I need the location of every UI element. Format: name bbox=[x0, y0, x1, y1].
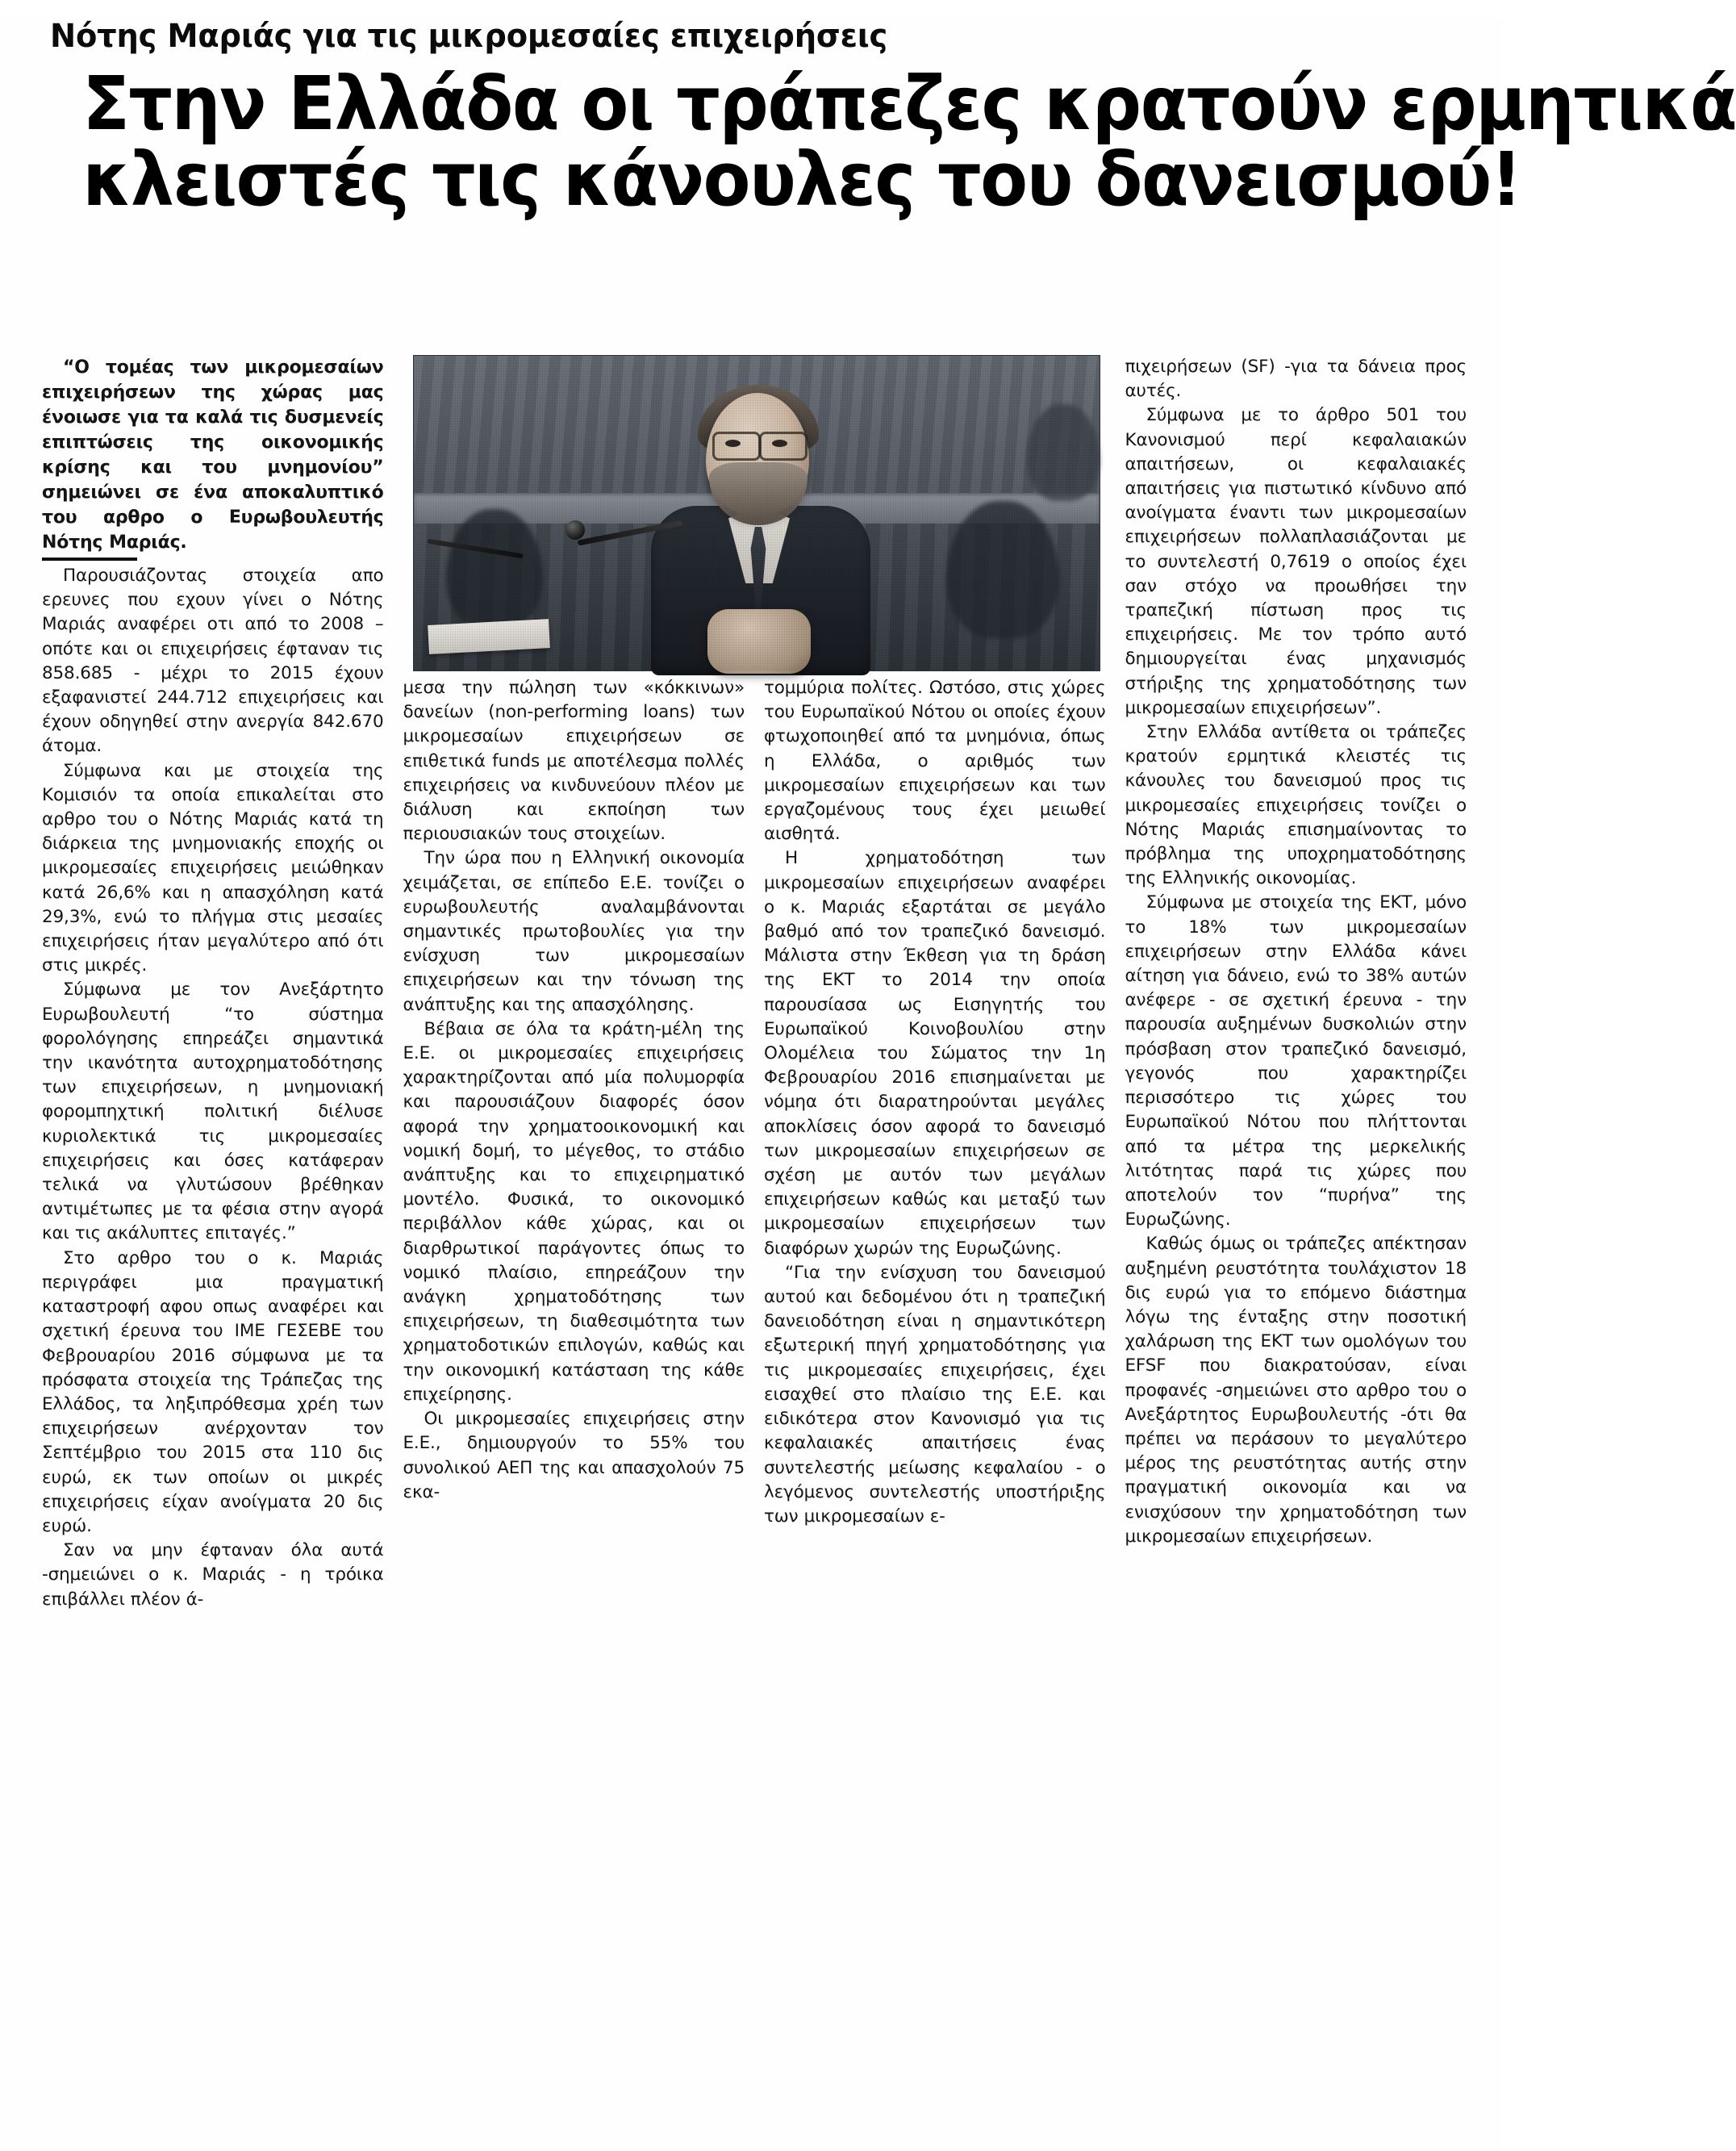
paragraph: Την ώρα που η Ελληνική οικονομία χειμάζεται, σε επίπεδο Ε.Ε. τονίζει ο ευρωβουλευτής αναλαμβάνονται σημαντικές πρωτοβουλίες για την ενίσχυση των μικρομεσαίων επιχειρήσεων και την τόνωση της ανάπτυξης και της απασχόλησης. bbox=[403, 848, 745, 1015]
paragraph: Καθώς όμως οι τράπεζες απέκτησαν αυξημένη ρευστότητα τουλάχιστον 18 δις ευρώ για το επόμενο διάστημα λόγω της ένταξης στην ποσοτική χαλάρωση της ΕΚΤ των ομολόγων του EFSF που διακρατούσαν, είναι προφανές -σημειώνει στο αρθρο του ο Ανεξάρτητος Ευρωβουλευτής -ότι θα πρέπει να περάσουν το μεγαλύτερο μέρος της ρευστότητας αυτής στην πραγματική οικονομία και να ενισχύσουν την χρηματοδότηση των μικρομεσαίων επιχειρήσεων. bbox=[1125, 1234, 1467, 1547]
article-kicker: Νότης Μαριάς για τις μικρομεσαίες επιχειρήσεις bbox=[50, 18, 888, 55]
column-1 bbox=[42, 355, 384, 2130]
subject-eye-left bbox=[725, 440, 741, 447]
article-headline bbox=[0, 61, 1736, 223]
paragraph: τομμύρια πολίτες. Ωστόσο, στις χώρες του Ευρωπαϊκού Νότου οι οποίες έχουν φτωχοποιηθεί από τα μνημόνια, όπως η Ελλάδα, ο αριθμός των μικρομεσαίων επιχειρήσεων και των εργαζομένους τους έχει μειωθεί αισθητά. bbox=[764, 678, 1106, 845]
paragraph: Η χρηματοδότηση των μικρομεσαίων επιχειρήσεων αναφέρει ο κ. Μαριάς εξαρτάται σε μεγάλο βαθμό από τον τραπεζικό δανεισμό. Μάλιστα στην Έκθεση για τη δράση της ΕΚΤ το 2014 την οποία παρουσίασα ως Εισηγητής του Ευρωπαϊκού Κοινοβουλίου στην Ολομέλεια του Σώματος την 1η Φεβρουαρίου 2016 επισημαίνεται με νόμηα ότι διαρατηρούνται μεγάλες αποκλίσεις όσον αφορά το δανεισμό των μικρομεσαίων επιχειρήσεων σε σχέση με αυτόν των μεγάλων επιχειρήσεων καθώς και μεταξύ των μικρομεσαίων επιχειρήσεων των διαφόρων χωρών της Ευρωζώνης. bbox=[764, 848, 1106, 1259]
headline-line-1: Στην Ελλάδα οι τράπεζες κρατούν ερμητικά bbox=[82, 61, 1736, 147]
paragraph: Παρουσιάζοντας στοιχεία απο ερευνες που εχουν γίνει ο Νότης Μαριάς αναφέρει οτι από το 2008 – οπότε και οι επιχειρήσεις έφταναν τις 858.685 - μέχρι το 2015 έχουν εξαφανιστεί 244.712 επιχειρήσεις και έχουν οδηγηθεί στην ανεργία 842.670 άτομα. bbox=[42, 566, 384, 757]
background-person-right bbox=[946, 501, 1059, 638]
photo-subject-notis-marias bbox=[638, 385, 880, 670]
background-person-left bbox=[446, 509, 543, 630]
paragraph: μεσα την πώληση των «κόκκινων» δανείων (non-performing loans) των μικρομεσαίων επιχειρήσεων σε επιθετικά funds με αποτέλεσμα πολλές επιχειρήσεις να κινδυνεύουν πλέον με διάλυση και εκποίηση των περιουσιακών τους στοιχείων. bbox=[403, 678, 745, 845]
subject-hands bbox=[707, 609, 811, 674]
microphone-head bbox=[565, 520, 585, 540]
newspaper-page bbox=[0, 18, 1736, 2151]
paragraph: Σύμφωνα με στοιχεία της ΕΚΤ, μόνο το 18% των μικρομεσαίων επιχειρήσεων στην Ελλάδα κάνει αίτηση για δάνειο, ενώ το 38% αυτών ανέφερε - σε σχετική έρευνα - την παρουσία αυξημένων δυσκολιών στην πρόσβαση στον τραπεζικό δανεισμό, γεγονός που χαρακτηρίζει περισσότερο τις χώρες του Ευρωπαϊκού Νότου που πλήττονται από τα μέτρα της μερκελικής λιτότητας παρά τις χώρες που αποτελούν τον “πυρήνα” της Ευρωζώνης. bbox=[1125, 892, 1467, 1230]
paragraph: Στο αρθρο του ο κ. Μαριάς περιγράφει μια πραγματική καταστροφή αφου οπως αναφέρει και σχετική έρευνα του ΙΜΕ ΓΕΣΕΒΕ του Φεβρουαρίου 2016 σύμφωνα με τα πρόσφατα στοιχεία της Τράπεζας της Ελλάδος, τα ληξιπρόθεσμα χρέη των επιχειρήσεων ανέρχονταν τον Σεπτέμβριο του 2015 στα 110 δις ευρώ, εκ των οποίων οι μικρές επιχειρήσεις είχαν ανοίγματα 20 δις ευρώ. bbox=[42, 1247, 384, 1536]
lead-underline-rule bbox=[42, 558, 137, 561]
background-person-far-right bbox=[1027, 404, 1100, 501]
paragraph: Οι μικρομεσαίες επιχειρήσεις στην Ε.Ε., δημιουργούν το 55% του συνολικού ΑΕΠ της και απασχολούν 75 εκα- bbox=[403, 1409, 745, 1502]
photo-frame bbox=[413, 355, 1100, 671]
paragraph: Σύμφωνα και με στοιχεία της Κομισιόν τα οποία επικαλείται στο αρθρο του ο Νότης Μαριάς κατά τη διάρκεια της μνημονιακής εποχής οι μικρομεσαίες επιχειρήσεις μειώθηκαν κατά 26,6% και η απασχόληση κατά 29,3%, ενώ το πλήγμα στις μεσαίες επιχειρήσεις ήταν μεγαλύτερο από ότι στις μικρές. bbox=[42, 760, 384, 976]
paragraph: Σύμφωνα με το άρθρο 501 του Κανονισμού περί κεφαλαιακών απαιτήσεων, οι κεφαλαιακές απαιτήσεις για πιστωτικό κίνδυνο από ανοίγματα έναντι των μικρομεσαίων επιχειρήσεων πολλαπλασιάζονται με το συντελεστή 0,7619 ο οποίος έχει σαν στόχο να προωθήσει την τραπεζική πίστωση προς τις επιχειρήσεις. Με τον τρόπο αυτό δημιουργείται ένας μηχανισμός στήριξης της χρηματοδότησης των μικρομεσαίων επιχειρήσεων”. bbox=[1125, 405, 1467, 718]
article-photo bbox=[413, 355, 1099, 670]
column-4 bbox=[1125, 355, 1467, 2130]
paragraph: Στην Ελλάδα αντίθετα οι τράπεζες κρατούν ερμητικά κλειστές τις κάνουλες του δανεισμού προς τις μικρομεσαίες επιχειρήσεις τονίζει ο Νότης Μαριάς επισημαίνοντας το πρόβλημα της υποχρηματοδότησης της Ελληνικής οικονομίας. bbox=[1125, 722, 1467, 889]
paragraph: πιχειρήσεων (SF) -για τα δάνεια προς αυτές. bbox=[1125, 357, 1467, 402]
paragraph: Σαν να μην έφταναν όλα αυτά -σημειώνει ο κ. Μαριάς - η τρόικα επιβάλλει πλέον ά- bbox=[42, 1540, 384, 1610]
paragraph: “Για την ενίσχυση του δανεισμού αυτού και δεδομένου ότι η τραπεζική δανειοδότηση είναι η σημαντικότερη εξωτερική πηγή χρηματοδότησης για τις μικρομεσαίες επιχειρήσεις, έχει εισαχθεί στο πλαίσιο της Ε.Ε. και ειδικότερα στον Κανονισμό για τις κεφαλαιακές απαιτήσεις ένας συντελεστής μείωσης κεφαλαίου - ο λεγόμενος συντελεστής υποστήριξης των μικρομεσαίων ε- bbox=[764, 1262, 1106, 1527]
paragraph: Βέβαια σε όλα τα κράτη-μέλη της Ε.Ε. οι μικρομεσαίες επιχειρήσεις χαρακτηρίζονται από μία πολυμορφία και παρουσιάζουν διαφορές όσον αφορά την χρηματοοικονομική και νομική δομή, το μέγεθος, το στάδιο ανάπτυξης και το επιχειρηματικό μοντέλο. Φυσικά, το οικονομικό περιβάλλον κάθε χώρας, και οι διαρθρωτικοί παράγοντες όπως το νομικό πλαίσιο, επηρεάζουν την ανάγκη χρηματοδότησης των επιχειρήσεων, τη διαθεσιμότητα των χρηματοδοτικών επιλογών, καθώς και την οικονομική κατάσταση της κάθε επιχείρησης. bbox=[403, 1018, 745, 1405]
subject-eye-right bbox=[772, 440, 787, 447]
paragraph: Σύμφωνα με τον Ανεξάρτητο Ευρωβουλευτή “το σύστημα φορολόγησης επηρεάζει σημαντικά την ικανότητα αυτοχρηματοδότησης των επιχειρήσεων, η μνημονιακή φορομπηχτική πολιτική διέλυσε κυριολεκτικά τις μικρομεσαίες επιχειρήσεις και όσες κατάφεραν τελικά να γλυτώσουν βρέθηκαν αντιμέτωπες με τα φέσια στην αγορά και τις ακάλυπτες επιταγές.” bbox=[42, 979, 384, 1244]
headline-line-2: κλειστές τις κάνουλες του δανεισμού! bbox=[82, 136, 1521, 223]
lead-paragraph: “Ο τομέας των μικρομεσαίων επιχειρήσεων της χώρας μας ένοιωσε για τα καλά τις δυσμενείς επιπτώσεις της οικονομικής κρίσης και του μνημονίου” σημειώνει σε ένα αποκαλυπτικό του αρθρο ο Ευρωβουλευτής Νότης Μαριάς. bbox=[42, 357, 384, 553]
